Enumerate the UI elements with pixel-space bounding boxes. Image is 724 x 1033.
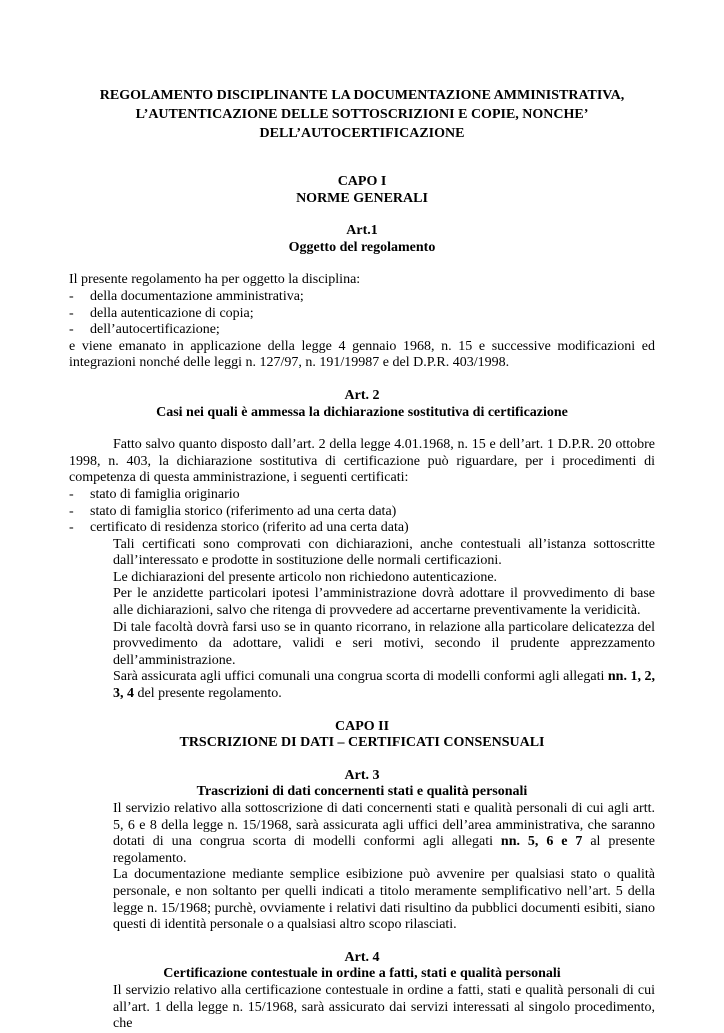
document-page (69, 86, 655, 1033)
art-2-item-2: stato di famiglia storico (riferimento ad una certa data) (90, 503, 397, 519)
art-1-list-item (69, 306, 655, 323)
art-2-paragraph-5-text-a: Sarà assicurata agli uffici comunali una congrua scorta di modelli conformi agli allegati (113, 669, 608, 685)
art-2-paragraph-5-text-b: del presente regolamento. (134, 686, 282, 702)
art-3-paragraph-1-text-b: al presente regolamento. (113, 834, 655, 866)
art-3-heading (69, 768, 655, 801)
art-2-paragraph-5 (113, 669, 655, 702)
capo-2-title: TRSCRIZIONE DI DATI – CERTIFICATI CONSENSUALI (179, 735, 545, 751)
art-1-list-item (69, 289, 655, 306)
list-dash: - (69, 288, 74, 304)
capo-2-label: CAPO II (334, 718, 390, 734)
art-3-number: Art. 3 (344, 767, 380, 783)
art-2-heading (69, 388, 655, 421)
art-2-number: Art. 2 (344, 387, 380, 403)
art-1-title: Oggetto del regolamento (288, 239, 436, 255)
art-2-allegati-ref: nn. 1, 2, 3, 4 (113, 669, 655, 702)
art-2-list-item (69, 487, 655, 504)
art-2-paragraph-4: Di tale facoltà dovrà farsi uso se in quanto ricorrano, in relazione alla particolare delicatezza del provvedimento da adottare, validi e seri motivi, secondo il prudente apprezzamento dell’amministrazione. (113, 619, 655, 668)
art-2-paragraph-2: Le dichiarazioni del presente articolo non richiedono autenticazione. (113, 569, 498, 585)
list-dash: - (69, 520, 74, 536)
art-2-item-3: certificato di residenza storico (riferito ad una certa data) (90, 520, 409, 536)
title-line-2: L’AUTENTICAZIONE DELLE SOTTOSCRIZIONI E COPIE, NONCHE’ (135, 107, 589, 122)
art-2-title: Casi nei quali è ammessa la dichiarazione sostitutiva di certificazione (156, 404, 568, 420)
art-4-title: Certificazione contestuale in ordine a fatti, stati e qualità personali (163, 966, 561, 982)
art-3-allegati-ref: nn. 5, 6 e 7 (500, 834, 583, 850)
list-dash: - (69, 503, 74, 519)
art-1-item-1: della documentazione amministrativa; (90, 288, 304, 304)
art-2-intro: Fatto salvo quanto disposto dall’art. 2 della legge 4.01.1968, n. 15 e dell’art. 1 D.P.R. 20 ottobre 1998, n. 403, la dichiarazione sostitutiva di certificazione può riguardare, per i procedimenti di competenza di questa amministrazione, i seguenti certificati: (69, 437, 655, 486)
art-2-list-item (69, 504, 655, 521)
list-dash: - (69, 486, 74, 502)
art-2-paragraph-3: Per le anzidette particolari ipotesi l’amministrazione dovrà adottare il provvedimento di base alle dichiarazioni, salvo che ritenga di provvedere ad accertarne preventivamente la veridicità. (113, 586, 655, 619)
art-1-item-2: della autenticazione di copia; (90, 305, 254, 321)
art-3-paragraph-1-text-a: Il servizio relativo alla sottoscrizione di dati concernenti stati e qualità personali di cui agli artt. 5, 6 e 8 della legge n. 15/1968, sarà assicurata agli uffici dell’area amministrativa, che saranno dotati di una congrua scorta di modelli conformi agli allegati (113, 801, 655, 850)
art-2-list-item (69, 520, 655, 537)
title-line-3: DELL’AUTOCERTIFICAZIONE (259, 126, 465, 141)
art-3-paragraph-2: La documentazione mediante semplice esibizione può avvenire per qualsiasi stato o qualità personale, e non soltanto per quelli indicati a titolo meramente semplificativo nell’art. 5 della legge n. 15/1968; purchè, ovviamente i relativi dati risultino da pubblici documenti esibiti, siano questi di identità personale o a qualsiasi altro scopo rilasciati. (113, 867, 655, 933)
art-3-paragraph-1 (113, 801, 655, 867)
art-1-number: Art.1 (346, 223, 378, 239)
capo-1-label: CAPO I (337, 174, 387, 189)
art-4-number: Art. 4 (344, 949, 380, 965)
art-1-list-item (69, 322, 655, 339)
art-2-item-1: stato di famiglia originario (90, 486, 240, 502)
art-1-closing: e viene emanato in applicazione della legge 4 gennaio 1968, n. 15 e successive modificazioni ed integrazioni nonché delle leggi n. 127/97, n. 191/19987 e del D.P.R. 403/1998. (69, 338, 655, 371)
art-4-paragraph-1: Il servizio relativo alla certificazione contestuale in ordine a fatti, stati e qualità personali di cui all’art. 1 della legge n. 15/1968, sarà assicurato dai servizi interessati al singolo procedimento, che (113, 982, 655, 1032)
capo-1-heading (69, 174, 655, 207)
art-1-item-3: dell’autocertificazione; (90, 322, 220, 338)
list-dash: - (69, 305, 74, 321)
art-4-heading (69, 950, 655, 983)
title-line-1: REGOLAMENTO DISCIPLINANTE LA DOCUMENTAZIONE AMMINISTRATIVA, (99, 88, 625, 103)
art-2-paragraph-1: Tali certificati sono comprovati con dichiarazioni, anche contestuali all’istanza sottoscritte dall’interessato e prodotte in sostituzione delle normali certificazioni. (113, 536, 655, 569)
document-title (69, 86, 655, 143)
list-dash: - (69, 322, 74, 338)
art-1-heading (69, 223, 655, 256)
capo-1-title: NORME GENERALI (296, 190, 428, 206)
art-3-title: Trascrizioni di dati concernenti stati e qualità personali (196, 784, 528, 800)
art-1-intro: Il presente regolamento ha per oggetto la disciplina: (69, 272, 361, 288)
capo-2-heading (69, 719, 655, 752)
